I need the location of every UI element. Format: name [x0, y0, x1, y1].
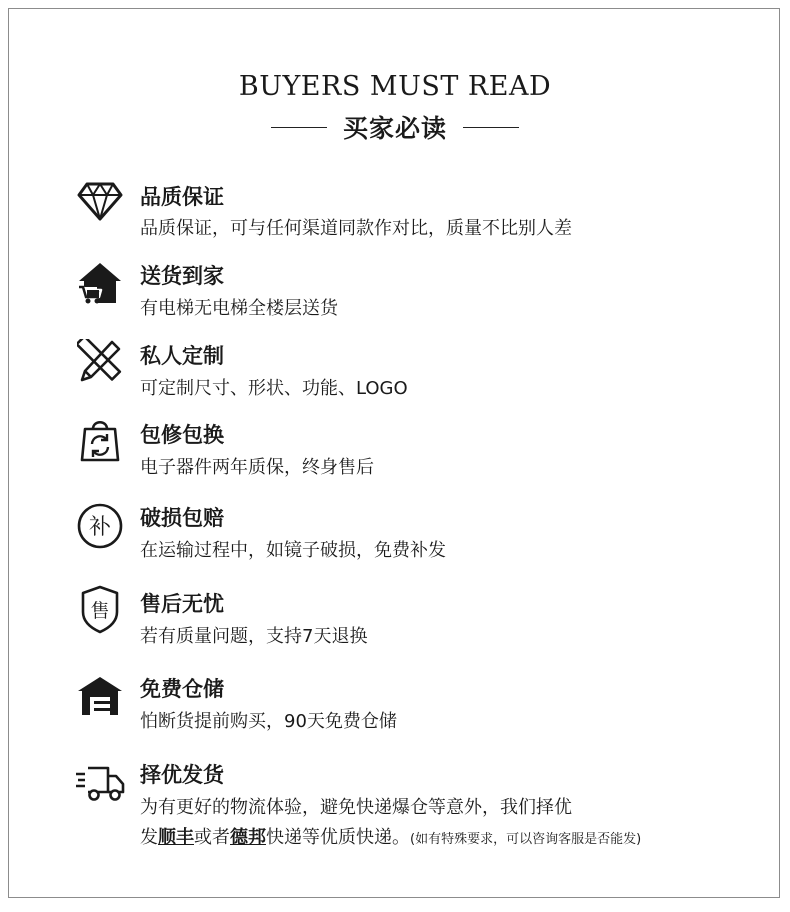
page-frame [8, 8, 780, 898]
feature-title: 品质保证 [140, 185, 224, 209]
feature-desc: 若有质量问题，支持7天退换 [140, 626, 368, 647]
delivery-truck-icon [73, 755, 127, 809]
diamond-icon [73, 174, 127, 228]
pencil-ruler-icon [73, 334, 127, 388]
feature-desc: 可定制尺寸、形状、功能、LOGO [140, 378, 408, 399]
feature-title: 售后无忧 [140, 592, 224, 616]
page-title-en: BUYERS MUST READ [238, 71, 552, 102]
feature-desc: 为有更好的物流体验，避免快递爆仓等意外，我们择优 [140, 797, 572, 818]
feature-desc: 在运输过程中，如镜子破损，免费补发 [140, 540, 446, 561]
carrier-deppon: 德邦 [230, 827, 266, 848]
shopping-bag-refresh-icon [73, 413, 127, 467]
feature-title: 私人定制 [140, 344, 224, 368]
circle-bu-glyph: 补 [88, 515, 112, 540]
house-cart-icon [73, 256, 127, 310]
title-divider-right [463, 127, 519, 128]
feature-title: 免费仓储 [140, 677, 224, 701]
shipping-text-2: 或者 [194, 827, 230, 848]
feature-title: 破损包赔 [140, 506, 224, 530]
feature-title: 包修包换 [140, 423, 224, 447]
shipping-note: (如有特殊要求，可以咨询客服是否能发) [410, 832, 642, 847]
shipping-carrier-line [140, 823, 641, 849]
shield-shou-glyph: 售 [90, 600, 110, 622]
feature-desc: 有电梯无电梯全楼层送货 [140, 298, 338, 319]
carrier-sf: 顺丰 [158, 827, 194, 848]
feature-desc: 品质保证，可与任何渠道同款作对比，质量不比别人差 [140, 218, 572, 239]
title-divider-left [271, 127, 327, 128]
feature-title: 择优发货 [140, 763, 224, 787]
feature-title: 送货到家 [140, 264, 224, 288]
page-title-cn: 买家必读 [342, 114, 447, 143]
shipping-text-3: 快递等优质快递。 [266, 827, 410, 848]
shield-shou-icon [73, 582, 127, 636]
circle-bu-icon [73, 499, 127, 553]
warehouse-icon [73, 669, 127, 723]
page-title-cn-row [9, 109, 781, 145]
shipping-text-1: 发 [140, 827, 158, 848]
feature-desc: 电子器件两年质保，终身售后 [140, 457, 374, 478]
feature-desc: 怕断货提前购买，90天免费仓储 [140, 711, 397, 732]
